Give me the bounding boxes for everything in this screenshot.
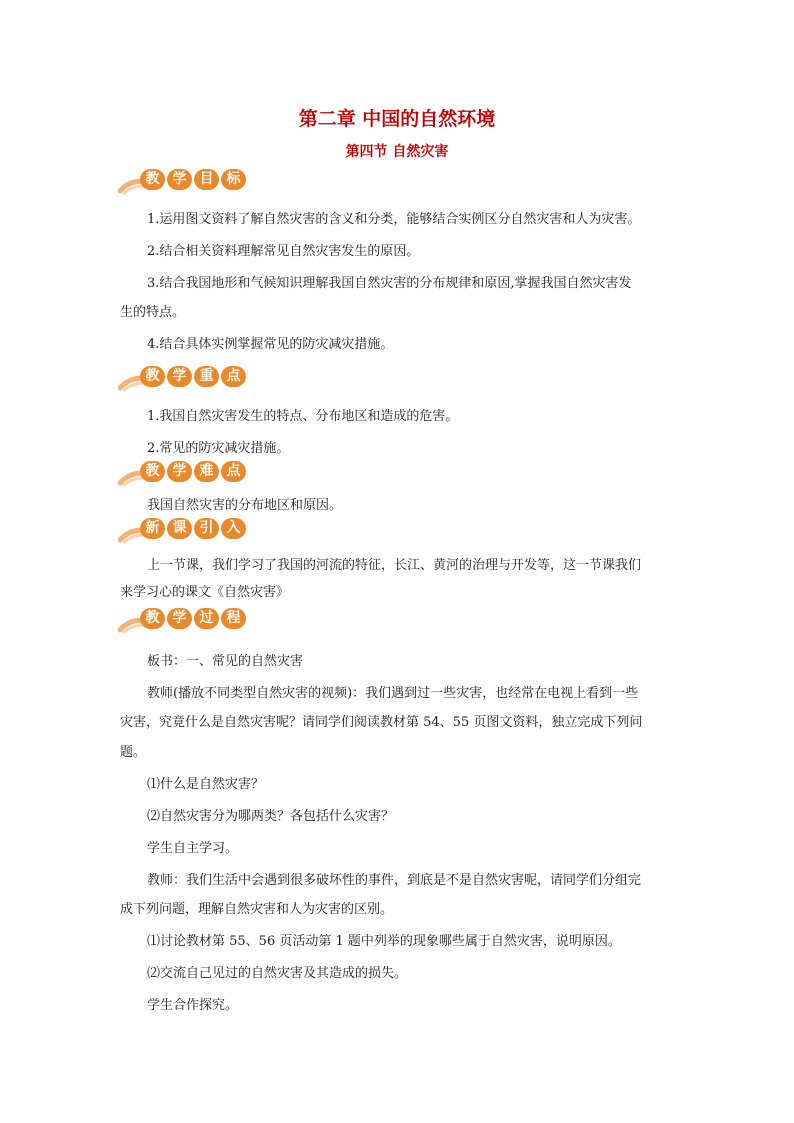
intro-text: 来学习心的课文《自然灾害》 xyxy=(120,585,290,600)
header-char: 学 xyxy=(167,169,192,190)
header-char: 程 xyxy=(221,608,246,629)
header-char: 教 xyxy=(140,461,165,482)
header-char: 学 xyxy=(167,461,192,482)
process-line: 板书：一、常见的自然灾害 xyxy=(147,654,304,669)
header-char: 学 xyxy=(167,608,192,629)
header-char: 目 xyxy=(194,169,219,190)
process-line: 题。 xyxy=(120,745,147,760)
section-header-difficulties xyxy=(118,459,258,487)
process-line: 学生合作探究。 xyxy=(147,998,239,1013)
chapter-title: 第二章 中国的自然环境 xyxy=(298,108,496,130)
question-item: ⑴什么是自然灾害？ xyxy=(147,777,265,792)
difficulty-text: 我国自然灾害的分布地区和原因。 xyxy=(147,498,343,513)
header-char: 标 xyxy=(221,169,246,190)
process-line: 灾害，究竟什么是自然灾害呢？请同学们阅读教材第 54、55 页图文资料，独立完成下列问 xyxy=(120,715,643,730)
objective-item: 1.运用图文资料了解自然灾害的含义和分类，能够结合实例区分自然灾害和人为灾害。 xyxy=(147,212,641,227)
header-char: 难 xyxy=(194,461,219,482)
header-char: 教 xyxy=(140,366,165,387)
process-line: 学生自主学习。 xyxy=(147,841,239,856)
objective-item: 3.结合我国地形和气候知识理解我国自然灾害的分布规律和原因,掌握我国自然灾害发 xyxy=(147,276,632,291)
header-char: 课 xyxy=(167,518,192,539)
objective-item: 生的特点。 xyxy=(120,305,186,320)
section-title: 第四节 自然灾害 xyxy=(345,144,449,160)
question-item: ⑵交流自己见过的自然灾害及其造成的损失。 xyxy=(147,966,408,981)
section-header-intro xyxy=(118,516,258,544)
header-char: 过 xyxy=(194,608,219,629)
header-char: 点 xyxy=(221,366,246,387)
header-char: 新 xyxy=(140,518,165,539)
header-char: 学 xyxy=(167,366,192,387)
process-line: 教师：我们生活中会遇到很多破坏性的事件，到底是不是自然灾害呢，请同学们分组完 xyxy=(147,873,642,888)
process-line: 教师(播放不同类型自然灾害的视频)：我们遇到过一些灾害，也经常在电视上看到一些 xyxy=(147,686,639,701)
objective-item: 2.结合相关资料理解常见自然灾害发生的原因。 xyxy=(147,244,420,259)
header-char: 点 xyxy=(221,461,246,482)
objective-item: 4.结合具体实例掌握常见的防灾减灾措施。 xyxy=(147,337,394,352)
process-line: 成下列问题，理解自然灾害和人为灾害的区别。 xyxy=(120,902,394,917)
section-header-objectives xyxy=(118,167,258,195)
section-header-key-points xyxy=(118,364,258,392)
header-char: 入 xyxy=(221,518,246,539)
header-char: 教 xyxy=(140,608,165,629)
key-point-item: 1.我国自然灾害发生的特点、分布地区和造成的危害。 xyxy=(147,409,459,424)
key-point-item: 2.常见的防灾减灾措施。 xyxy=(147,441,290,456)
header-char: 引 xyxy=(194,518,219,539)
header-char: 重 xyxy=(194,366,219,387)
intro-text: 上一节课，我们学习了我国的河流的特征，长江、黄河的治理与开发等，这一节课我们 xyxy=(147,558,642,573)
question-item: ⑵自然灾害分为哪两类？各包括什么灾害？ xyxy=(147,809,395,824)
section-header-process xyxy=(118,606,258,634)
question-item: ⑴讨论教材第 55、56 页活动第 1 题中列举的现象哪些属于自然灾害，说明原因。 xyxy=(147,934,621,949)
header-char: 教 xyxy=(140,169,165,190)
